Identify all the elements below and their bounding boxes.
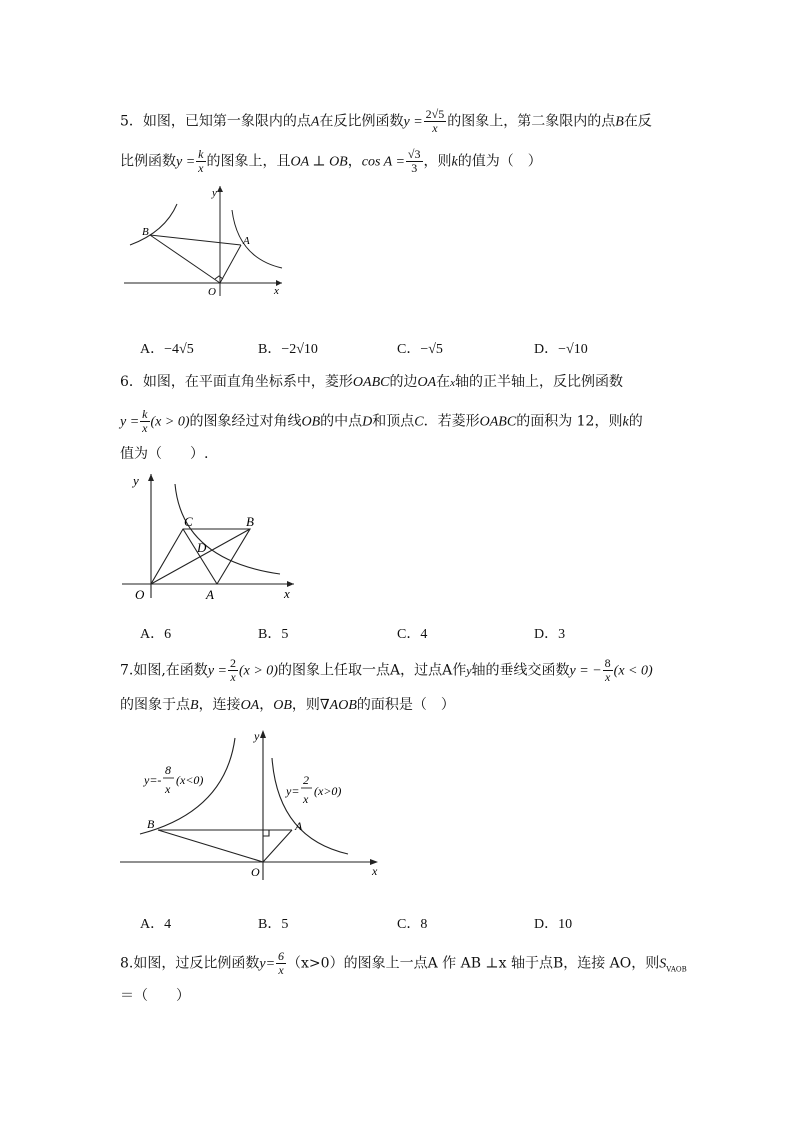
q5-line-1 [120,108,652,135]
q6-oabc: OABC [352,375,390,390]
q8-func-condition: （x>0） [287,955,344,972]
q6-text: 如图，在平面直角坐标系中，菱形 [142,374,353,390]
q6-text: 的 [628,413,643,430]
q6-func-condition: (x > 0) [150,414,190,430]
q8-number: 8. [120,955,134,972]
q5-cos-lhs: cos A = [361,154,405,170]
q7-line-2 [120,695,455,716]
q7-func1-lhs: y = [207,663,227,679]
q6-label-c: C [184,514,193,529]
q6-text: ．若菱形 [423,413,480,430]
q5-curve-right [232,210,282,268]
q7-option-c[interactable]: C．8 [397,917,428,932]
q5-cos-fraction [406,148,423,175]
q6-option-d[interactable]: D．3 [534,627,566,642]
q5-label-y: y [212,187,217,199]
q5-options [140,338,700,358]
q5-func1-lhs: y = [403,114,423,130]
q5-text: 比例函数 [120,153,176,170]
q6-figure [118,468,298,606]
q7-right-label-lhs: y= [286,784,300,798]
q8-text: 如图，过反比例函数 [133,955,260,972]
q5-cos-denominator: 3 [411,161,418,175]
q8-func-fraction [276,950,286,977]
q8-func-lhs: y= [259,956,276,972]
q5-option-a[interactable]: A．−4√5 [140,342,194,357]
q7-segment-ob [158,830,263,862]
q7-right-label-condition: (x>0) [314,784,342,798]
q7-triangle: ∇AOB [319,698,357,713]
q7-text: 的图象上任取一点A，过点A作 [277,662,467,679]
q7-text: 轴的垂线交函数 [471,662,570,679]
q5-text: 在反比例函数 [319,113,404,130]
q6-func-denominator: x [142,421,148,435]
q6-text: 值为（ ）. [120,446,209,462]
q7-func2-condition: (x < 0) [613,663,653,679]
q6-oabc: OABC [479,414,517,430]
q7-label-o: O [251,865,260,879]
q7-text: ， [259,697,274,713]
q5-line-2 [120,148,542,175]
q6-text: 在 [436,374,451,390]
q8-func-numerator: 6 [278,949,285,963]
q6-text: 轴的正半轴上，反比例函数 [455,374,624,390]
q5-option-d[interactable]: D．−√10 [534,342,588,357]
q6-y-arrow-icon [148,474,154,481]
q6-func-fraction [140,408,149,435]
q6-k: k [622,414,629,430]
q7-label-a: A [295,819,303,833]
q7-func2-denominator: x [604,670,611,684]
q7-func1-fraction [228,657,238,684]
q7-oa: OA [240,698,260,713]
q6-label-d: D [197,540,207,555]
q7-left-label-numerator: 8 [165,763,171,777]
q5-func2-lhs: y = [176,154,196,170]
q6-option-a[interactable]: A．6 [140,627,172,642]
q7-right-angle-mark [263,830,269,836]
q5-cos-numerator: √3 [407,147,421,161]
q7-segment-oa [263,830,292,862]
q6-label-y: y [133,473,139,488]
q5-text: 在反 [623,113,652,130]
q6-number: 6． [120,374,143,390]
q6-label-a: A [206,587,214,602]
q7-func2-fraction [603,657,613,684]
q7-func2-numerator: 8 [604,656,611,670]
q5-curve-left [130,204,177,245]
q5-k: k [451,154,458,170]
q7-func1-denominator: x [230,670,236,684]
q5-func1-fraction [424,108,447,135]
q5-segment-ob [150,235,220,283]
q6-func-numerator: k [142,407,148,421]
q6-func-lhs: y = [120,414,140,430]
q5-segment-oa [220,245,241,283]
q7-left-label-denominator: x [165,782,171,796]
q7-text: 的面积是（ ） [356,697,455,713]
q5-func1-denominator: x [432,121,438,135]
q5-figure [118,182,288,302]
q6-oa: OA [417,375,437,390]
q7-func1-condition: (x > 0) [238,663,278,679]
q7-figure [118,724,388,884]
q7-left-label-lhs: y=- [144,773,162,787]
q8-func-denominator: x [278,963,284,977]
q5-func2-fraction [196,148,205,175]
q7-right-label-denominator: x [303,792,309,806]
q5-segment-ab [150,235,241,245]
q5-func2-denominator: x [198,161,204,175]
q6-text: 的中点 [320,413,363,430]
q7-text: ，连接 [198,697,241,713]
q5-label-b: B [142,226,149,238]
q5-y-arrow-icon [217,186,223,192]
q6-diagonal-ac [183,529,217,584]
q7-line-1 [120,657,653,684]
q6-line-2 [120,408,643,435]
q6-option-b[interactable]: B．5 [258,627,289,642]
q7-y-arrow-icon [260,730,266,738]
q8-s-subscript: VAOB [666,965,687,974]
q6-label-o: O [135,587,145,602]
q7-func2-lhs: y = − [569,663,602,679]
q6-line-1 [120,372,623,393]
q5-text: ，则 [423,153,452,170]
q7-left-label-condition: (x<0) [176,773,204,787]
q5-text: 的图象上，第二象限内的点 [447,113,616,130]
q7-label-b: B [147,817,155,831]
q6-text: 的面积为 12，则 [516,413,623,430]
q8-line-1 [120,950,687,979]
q6-label-b: B [246,514,254,529]
q7-option-b[interactable]: B．5 [258,917,289,932]
q7-number: 7. [120,662,134,679]
q5-text: 如图，已知第一象限内的点 [142,113,311,130]
q5-text: 的值为（ ） [457,153,542,170]
q6-text: 的图象经过对角线 [189,413,302,430]
q6-text: 和顶点 [372,413,415,430]
q7-right-label-numerator: 2 [303,773,309,787]
q5-label-a: A [243,235,250,247]
q7-func1-numerator: 2 [229,656,236,670]
q6-c: C [414,414,424,430]
q5-func2-numerator: k [198,147,204,161]
q7-text: 的图象于点 [120,697,190,713]
q5-text: ， [347,153,362,170]
q7-options [140,913,700,933]
q5-text: 的图象上，且 [206,153,291,170]
q7-ob: OB [273,698,292,713]
q5-option-b[interactable]: B．−2√10 [258,342,318,357]
q6-text: 的边 [389,374,418,390]
q6-options [140,623,700,643]
q7-text: ，则 [291,697,320,713]
q5-label-o: O [208,286,216,298]
q5-point-a: A [310,114,320,130]
q7-label-x: x [372,864,378,878]
q7-option-a[interactable]: A．4 [140,917,172,932]
q8-text: 的图象上一点A 作 AB ⊥x 轴于点B，连接 AO，则 [343,955,660,972]
q5-right-angle-mark [215,276,223,279]
q7-y: y [466,663,472,678]
q7-option-d[interactable]: D．10 [534,917,573,932]
q7-label-y: y [254,729,260,743]
q5-option-c[interactable]: C．−√5 [397,342,443,357]
q6-label-x: x [284,586,290,601]
q5-func1-numerator: 2√5 [425,107,445,121]
q5-perpendicular: OA ⊥ OB [290,154,348,170]
q5-point-b: B [615,114,624,130]
q7-b: B [190,698,199,713]
q6-ob: OB [301,414,321,430]
q6-x: x [450,377,456,389]
q6-option-c[interactable]: C．4 [397,627,428,642]
q7-text: 如图,在函数 [133,662,208,679]
q5-label-x: x [274,285,279,297]
q8-text: ＝（ ） [120,988,190,1004]
q6-line-3 [120,444,208,464]
q8-s: S [659,956,667,972]
q5-number: 5． [120,113,143,130]
q8-line-2 [120,986,190,1006]
q6-d: D [362,414,373,430]
